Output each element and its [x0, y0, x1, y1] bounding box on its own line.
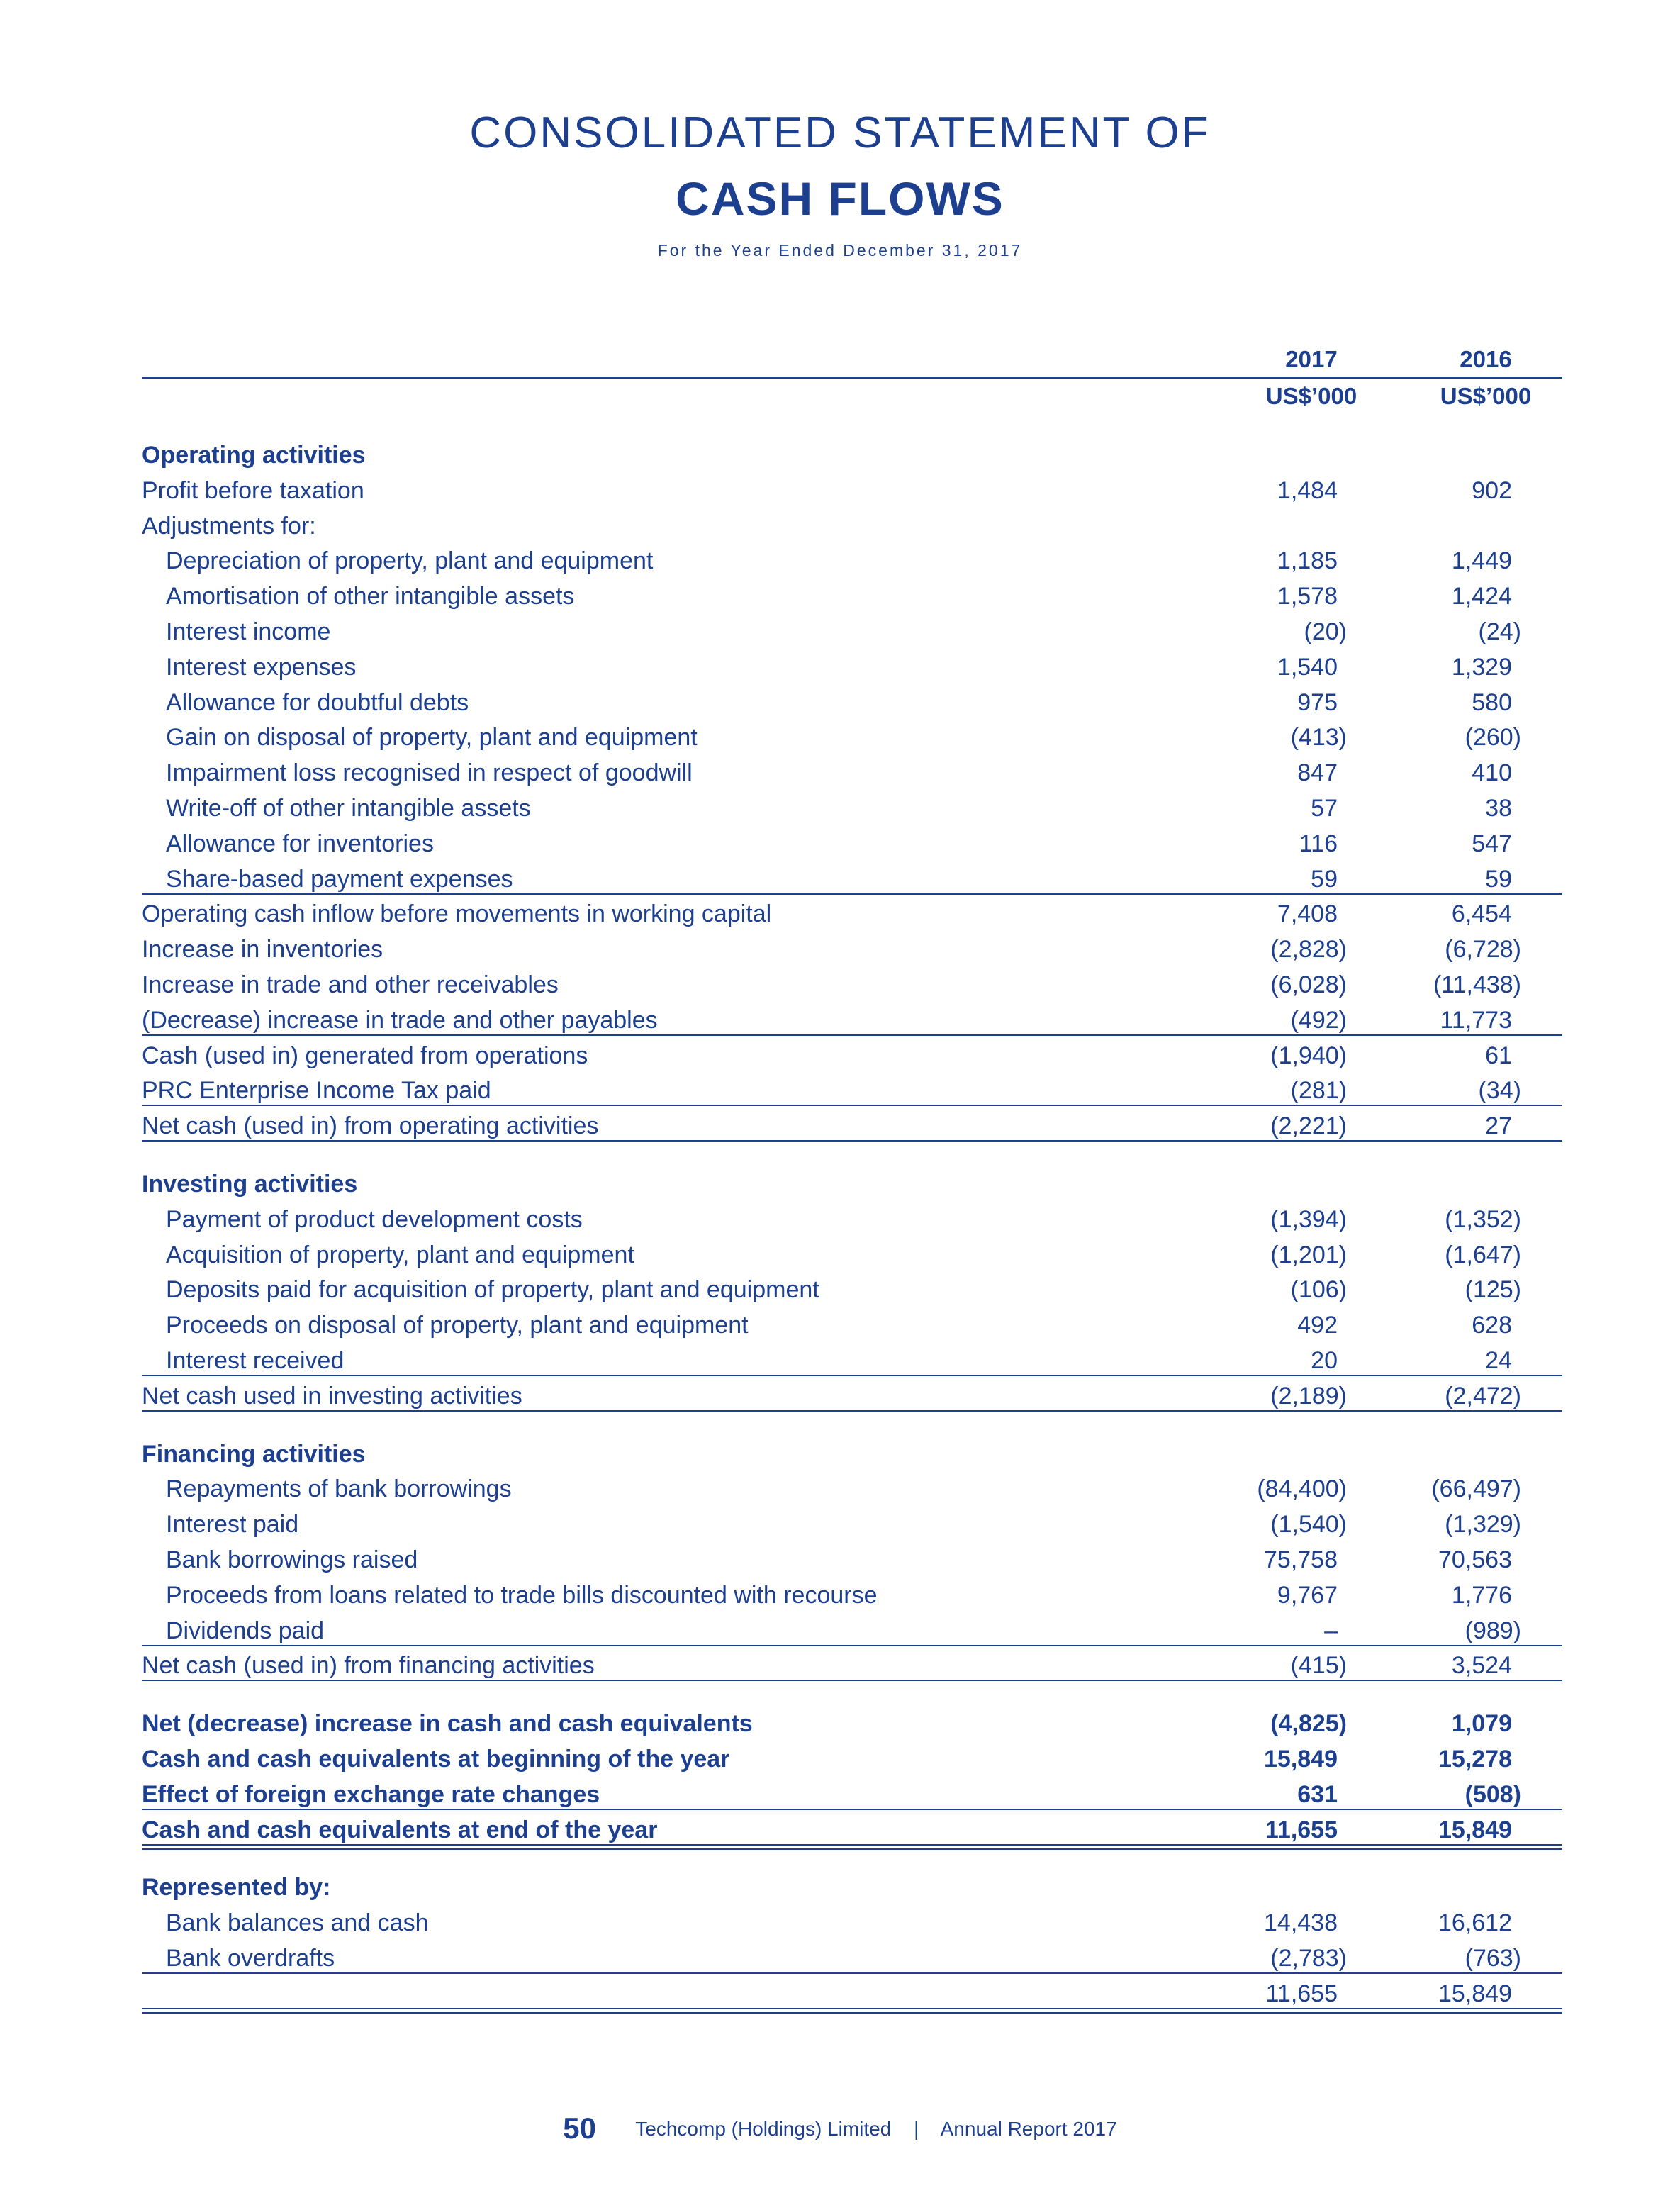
value-2017: (84,400): [1257, 1475, 1347, 1502]
value-2016: 580: [1472, 689, 1512, 716]
value-2016: 547: [1472, 830, 1512, 857]
row-label: Operating cash inflow before movements in working capital: [142, 900, 772, 927]
row-label: Allowance for inventories: [166, 830, 434, 857]
statement-row: [142, 1578, 1562, 1612]
statement-row: [142, 615, 1562, 649]
value-2017: (413): [1290, 724, 1347, 751]
footer-company: Techcomp (Holdings) Limited: [635, 2118, 892, 2140]
value-2016: (763): [1465, 1945, 1521, 1972]
row-label: Increase in trade and other receivables: [142, 971, 559, 998]
value-2017: 1,578: [1277, 583, 1338, 610]
statement-row: [142, 1906, 1562, 1940]
value-2017: (281): [1290, 1077, 1347, 1104]
row-label: Financing activities: [142, 1441, 366, 1468]
value-2016: (1,329): [1445, 1511, 1521, 1538]
row-label: Allowance for doubtful debts: [166, 689, 469, 716]
header-rule: [142, 377, 1562, 379]
total-rule: [142, 1809, 1562, 1810]
value-2016: 15,278: [1438, 1746, 1512, 1773]
section-heading: [142, 1870, 1562, 1904]
double-total-rule: [142, 2008, 1562, 2009]
value-2016: (6,728): [1445, 936, 1521, 963]
total-rule: [142, 1375, 1562, 1376]
row-label: Cash and cash equivalents at beginning of the year: [142, 1746, 730, 1773]
value-2017: 492: [1297, 1312, 1338, 1339]
total-rule: [142, 1645, 1562, 1646]
column-unit-header: [142, 383, 1562, 414]
page-title-line2: CASH FLOWS: [676, 172, 1004, 225]
value-2016: (1,352): [1445, 1206, 1521, 1233]
statement-row: [142, 1202, 1562, 1237]
row-label: Bank balances and cash: [166, 1909, 429, 1936]
value-2017: (1,394): [1270, 1206, 1347, 1233]
value-2017: 7,408: [1277, 900, 1338, 927]
value-2016: 1,079: [1451, 1710, 1512, 1737]
value-2017: (106): [1290, 1276, 1347, 1303]
row-label: Adjustments for:: [142, 513, 316, 540]
statement-row: [142, 686, 1562, 720]
value-2017: 1,185: [1277, 547, 1338, 574]
value-2017: 631: [1297, 1781, 1338, 1808]
footer-separator: |: [914, 2118, 919, 2140]
row-label: Investing activities: [142, 1171, 358, 1198]
row-label: Deposits paid for acquisition of property, plant and equipment: [166, 1276, 819, 1303]
value-2017: (1,940): [1270, 1042, 1347, 1069]
statement-row: [142, 579, 1562, 613]
total-rule: [142, 893, 1562, 895]
column-year-2017: 2017: [1285, 346, 1338, 372]
value-2017: 15,849: [1264, 1746, 1338, 1773]
row-label: PRC Enterprise Income Tax paid: [142, 1077, 491, 1104]
section-heading: [142, 438, 1562, 472]
statement-row: [142, 862, 1562, 896]
value-2016: (989): [1465, 1617, 1521, 1644]
value-2017: (2,828): [1270, 936, 1347, 963]
statement-row: [142, 791, 1562, 825]
value-2016: 70,563: [1438, 1546, 1512, 1573]
statement-row: [142, 1507, 1562, 1541]
value-2016: 410: [1472, 759, 1512, 786]
value-2016: 24: [1485, 1347, 1512, 1374]
value-2017: (2,221): [1270, 1112, 1347, 1139]
value-2016: 16,612: [1438, 1909, 1512, 1936]
row-label: Net cash (used in) from operating activities: [142, 1112, 599, 1139]
total-rule: [142, 1034, 1562, 1036]
row-label: Operating activities: [142, 442, 366, 469]
value-2016: 902: [1472, 477, 1512, 504]
value-2016: 27: [1485, 1112, 1512, 1139]
statement-row: [142, 544, 1562, 578]
value-2017: (6,028): [1270, 971, 1347, 998]
statement-row: [142, 1308, 1562, 1342]
value-2017: –: [1324, 1617, 1338, 1644]
statement-row: [142, 1073, 1562, 1107]
value-2017: (2,189): [1270, 1383, 1347, 1410]
row-label: Dividends paid: [166, 1617, 325, 1644]
statement-row: [142, 1109, 1562, 1143]
value-2017: 975: [1297, 689, 1338, 716]
value-2017: (4,825): [1270, 1710, 1347, 1737]
value-2017: (492): [1290, 1007, 1347, 1034]
value-2016: 1,424: [1451, 583, 1512, 610]
row-label: Net (decrease) increase in cash and cash equivalents: [142, 1710, 753, 1737]
value-2017: 57: [1311, 795, 1338, 822]
value-2017: (20): [1304, 618, 1347, 645]
total-rule: [142, 1140, 1562, 1142]
value-2016: 59: [1485, 866, 1512, 893]
value-2016: 38: [1485, 795, 1512, 822]
value-2016: 61: [1485, 1042, 1512, 1069]
value-2016: 11,773: [1440, 1007, 1512, 1034]
row-label: Write-off of other intangible assets: [166, 795, 531, 822]
value-2017: 9,767: [1277, 1582, 1338, 1609]
value-2017: 75,758: [1264, 1546, 1338, 1573]
row-label: Net cash (used in) from financing activities: [142, 1652, 595, 1679]
value-2016: (11,438): [1433, 971, 1521, 998]
row-label: Net cash used in investing activities: [142, 1383, 522, 1410]
column-year-header: [142, 346, 1562, 377]
statement-row: [142, 720, 1562, 754]
total-rule: [142, 1680, 1562, 1681]
row-label: (Decrease) increase in trade and other payables: [142, 1007, 658, 1034]
double-total-rule: [142, 1844, 1562, 1846]
double-total-rule: [142, 2012, 1562, 2014]
statement-row: [142, 968, 1562, 1002]
statement-row: [142, 897, 1562, 931]
statement-row: [142, 1813, 1562, 1847]
value-2016: 6,454: [1451, 900, 1512, 927]
row-label: Bank overdrafts: [166, 1945, 335, 1972]
total-rule: [142, 1972, 1562, 1974]
value-2016: 1,449: [1451, 547, 1512, 574]
value-2017: (415): [1290, 1652, 1347, 1679]
value-2016: 15,849: [1438, 1980, 1512, 2007]
statement-row: [142, 1543, 1562, 1577]
value-2017: 1,540: [1277, 654, 1338, 681]
statement-row: [142, 827, 1562, 861]
value-2016: 1,329: [1451, 654, 1512, 681]
row-label: Share-based payment expenses: [166, 866, 513, 893]
page-title-line1: CONSOLIDATED STATEMENT OF: [469, 108, 1211, 157]
row-label: Proceeds on disposal of property, plant and equipment: [166, 1312, 749, 1339]
total-rule: [142, 1105, 1562, 1106]
statement-row: [142, 1379, 1562, 1413]
row-label: Interest paid: [166, 1511, 299, 1538]
statement-row: [142, 1707, 1562, 1741]
statement-row: [142, 1941, 1562, 1975]
value-2017: (2,783): [1270, 1945, 1347, 1972]
row-label: Interest expenses: [166, 654, 357, 681]
row-label: Effect of foreign exchange rate changes: [142, 1781, 600, 1808]
statement-row: [142, 1003, 1562, 1037]
statement-row: [142, 1039, 1562, 1073]
value-2016: (24): [1478, 618, 1521, 645]
value-2017: (1,540): [1270, 1511, 1347, 1538]
row-label: Gain on disposal of property, plant and equipment: [166, 724, 698, 751]
statement-row: [142, 650, 1562, 684]
value-2016: (125): [1465, 1276, 1521, 1303]
statement-row: [142, 1614, 1562, 1648]
statement-row: [142, 1238, 1562, 1272]
value-2016: (34): [1478, 1077, 1521, 1104]
value-2017: 1,484: [1277, 477, 1338, 504]
row-label: Acquisition of property, plant and equipment: [166, 1241, 634, 1268]
value-2016: 628: [1472, 1312, 1512, 1339]
total-rule: [142, 1410, 1562, 1412]
statement-row: [142, 509, 1562, 543]
row-label: Depreciation of property, plant and equipment: [166, 547, 654, 574]
row-label: Represented by:: [142, 1874, 331, 1901]
value-2017: (1,201): [1270, 1241, 1347, 1268]
value-2017: 11,655: [1265, 1816, 1338, 1843]
row-label: Interest received: [166, 1347, 345, 1374]
row-label: Impairment loss recognised in respect of goodwill: [166, 759, 693, 786]
statement-row: [142, 1344, 1562, 1378]
row-label: Amortisation of other intangible assets: [166, 583, 575, 610]
row-label: Profit before taxation: [142, 477, 364, 504]
page-subtitle: For the Year Ended December 31, 2017: [657, 241, 1023, 259]
value-2016: 3,524: [1451, 1652, 1512, 1679]
value-2017: 847: [1297, 759, 1338, 786]
value-2017: 20: [1311, 1347, 1338, 1374]
value-2017: 14,438: [1264, 1909, 1338, 1936]
row-label: Repayments of bank borrowings: [166, 1475, 512, 1502]
column-unit-2017: US$’000: [1265, 383, 1357, 409]
value-2016: (1,647): [1445, 1241, 1521, 1268]
statement-row: [142, 1273, 1562, 1307]
value-2016: (508): [1465, 1781, 1521, 1808]
value-2016: (2,472): [1445, 1383, 1521, 1410]
section-heading: [142, 1437, 1562, 1471]
footer-report: Annual Report 2017: [940, 2118, 1117, 2140]
row-label: Bank borrowings raised: [166, 1546, 418, 1573]
row-label: Payment of product development costs: [166, 1206, 583, 1233]
statement-row: [142, 1648, 1562, 1682]
row-label: Cash and cash equivalents at end of the year: [142, 1816, 658, 1843]
statement-row: [142, 1977, 1562, 2011]
section-heading: [142, 1167, 1562, 1201]
row-label: Increase in inventories: [142, 936, 383, 963]
value-2017: 11,655: [1265, 1980, 1338, 2007]
statement-row: [142, 474, 1562, 508]
statement-row: [142, 1742, 1562, 1776]
row-label: Proceeds from loans related to trade bills discounted with recourse: [166, 1582, 878, 1609]
row-label: Cash (used in) generated from operations: [142, 1042, 588, 1069]
statement-row: [142, 756, 1562, 790]
value-2016: (66,497): [1431, 1475, 1521, 1502]
statement-row: [142, 1777, 1562, 1812]
value-2016: (260): [1465, 724, 1521, 751]
value-2016: 1,776: [1451, 1582, 1512, 1609]
row-label: Interest income: [166, 618, 331, 645]
statement-row: [142, 932, 1562, 966]
statement-row: [142, 1472, 1562, 1506]
value-2016: 15,849: [1438, 1816, 1512, 1843]
double-total-rule: [142, 1848, 1562, 1850]
page-footer: [0, 2111, 1680, 2145]
value-2017: 59: [1311, 866, 1338, 893]
page-number: 50: [563, 2111, 596, 2145]
value-2017: 116: [1299, 830, 1338, 857]
column-year-2016: 2016: [1460, 346, 1512, 372]
column-unit-2016: US$’000: [1440, 383, 1532, 409]
